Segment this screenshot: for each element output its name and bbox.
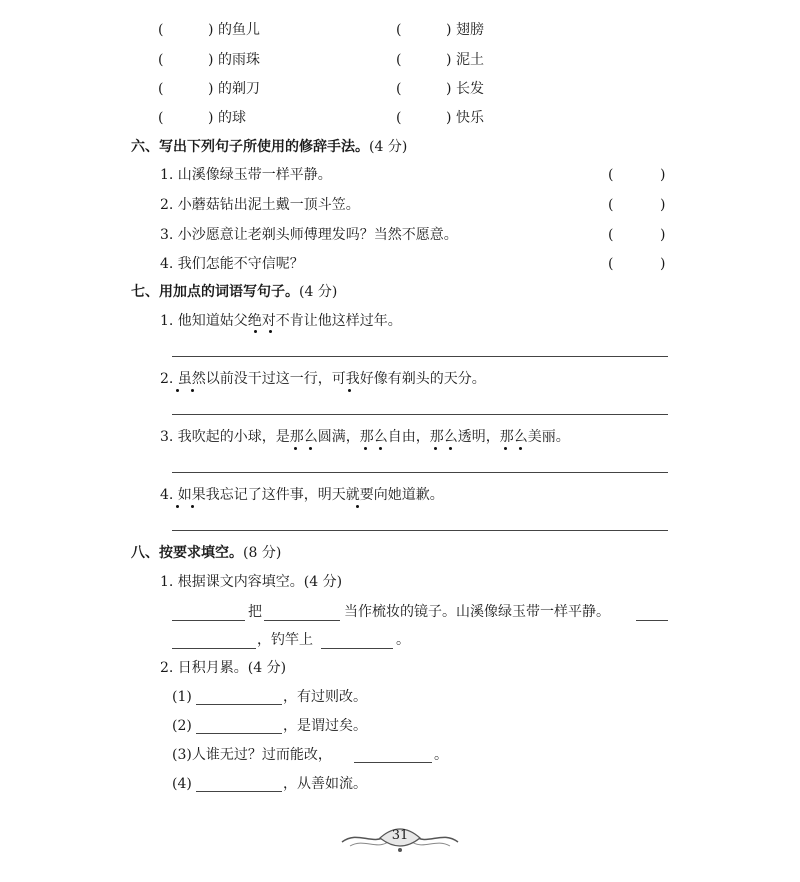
section-7-points: (4 分) [299,284,338,300]
emphasis-dot [519,447,522,450]
answer-paren-open: ( [608,256,614,272]
fill-text: ，钓竿上 [257,632,313,648]
fill-blank[interactable] [354,762,432,763]
question-2-title: 2. 日积月累。(4 分) [160,660,287,676]
emphasis-dot [379,447,382,450]
rhetoric-item: 3. 小沙愿意让老剃头师傅理发吗？当然不愿意。 [160,227,458,243]
match-right-text: 快乐 [456,110,484,126]
rhetoric-item: 4. 我们怎能不守信呢？ [160,256,304,272]
emphasis-dot [348,389,351,392]
match-right-text: 泥土 [456,52,484,68]
section-8-heading [131,544,281,562]
rhetoric-item: 2. 小蘑菇钻出泥土戴一顶斗笠。 [160,197,360,213]
section-6-title: 六、写出下列句子所使用的修辞手法。 [131,139,369,155]
fill-blank[interactable] [196,733,282,734]
section-8-title: 八、按要求填空。 [131,545,243,561]
paren-close: ) [208,52,214,68]
answer-paren-open: ( [608,227,614,243]
section-7-title: 七、用加点的词语写句子。 [131,284,299,300]
emphasis-dot [309,447,312,450]
paren-open: ( [396,22,402,38]
fill-blank[interactable] [172,648,256,649]
emphasis-dot [356,505,359,508]
paren-close: ) [446,52,452,68]
proverb-suffix: 。 [434,747,448,763]
answer-paren-open: ( [608,197,614,213]
emphasis-dot [294,447,297,450]
answer-paren-close: ) [660,227,666,243]
paren-open: ( [158,22,164,38]
section-7-heading [131,283,337,301]
emphasis-dot [449,447,452,450]
match-left-text: 的剃刀 [218,81,260,97]
match-left-text: 的雨珠 [218,52,260,68]
match-right-text: 长发 [456,81,484,97]
sentence-item: 2. 虽然以前没干过这一行，可我好像有剃头的天分。 [160,371,486,387]
proverb-prefix: (1) [172,689,192,705]
emphasis-dot [176,505,179,508]
match-right-text: 翅膀 [456,22,484,38]
emphasis-dot [434,447,437,450]
paren-close: ) [208,110,214,126]
answer-paren-open: ( [608,167,614,183]
proverb-prefix: (4) [172,776,192,792]
proverb-suffix: ，是谓过矣。 [283,718,367,734]
answer-line[interactable] [172,356,668,357]
paren-close: ) [446,22,452,38]
fill-blank[interactable] [636,620,668,621]
question-1-title: 1. 根据课文内容填空。(4 分) [160,574,343,590]
match-left-text: 的球 [218,110,246,126]
page-number: 31 [391,828,409,843]
section-6-points: (4 分) [369,139,408,155]
rhetoric-item: 1. 山溪像绿玉带一样平静。 [160,167,332,183]
fill-blank[interactable] [196,704,282,705]
answer-paren-close: ) [660,256,666,272]
answer-paren-close: ) [660,197,666,213]
proverb-prefix: (2) [172,718,192,734]
section-8-points: (8 分) [243,545,282,561]
fill-text: 把 [248,604,262,620]
fill-blank[interactable] [321,648,393,649]
paren-open: ( [396,81,402,97]
paren-open: ( [396,110,402,126]
sentence-item: 4. 如果我忘记了这件事，明天就要向她道歉。 [160,487,444,503]
emphasis-dot [364,447,367,450]
answer-paren-close: ) [660,167,666,183]
fill-blank[interactable] [196,791,282,792]
fill-text: 。 [396,632,410,648]
fill-blank[interactable] [172,620,245,621]
paren-close: ) [446,81,452,97]
paren-open: ( [158,52,164,68]
match-left-text: 的鱼儿 [218,22,260,38]
paren-close: ) [208,81,214,97]
emphasis-dot [191,389,194,392]
section-6-heading [131,138,407,156]
proverb-prefix: (3)人谁无过？过而能改， [172,747,332,763]
emphasis-dot [269,330,272,333]
answer-line[interactable] [172,530,668,531]
emphasis-dot [191,505,194,508]
sentence-item: 1. 他知道姑父绝对不肯让他这样过年。 [160,313,402,329]
answer-line[interactable] [172,414,668,415]
paren-close: ) [208,22,214,38]
emphasis-dot [176,389,179,392]
sentence-item: 3. 我吹起的小球，是那么圆满，那么自由，那么透明，那么美丽。 [160,429,570,445]
paren-open: ( [396,52,402,68]
emphasis-dot [254,330,257,333]
page-ornament [340,816,460,856]
emphasis-dot [504,447,507,450]
proverb-suffix: ，从善如流。 [283,776,367,792]
fill-blank[interactable] [264,620,340,621]
answer-line[interactable] [172,472,668,473]
paren-open: ( [158,110,164,126]
proverb-suffix: ，有过则改。 [283,689,367,705]
paren-close: ) [446,110,452,126]
paren-open: ( [158,81,164,97]
fill-text: 当作梳妆的镜子。山溪像绿玉带一样平静。 [344,604,610,620]
